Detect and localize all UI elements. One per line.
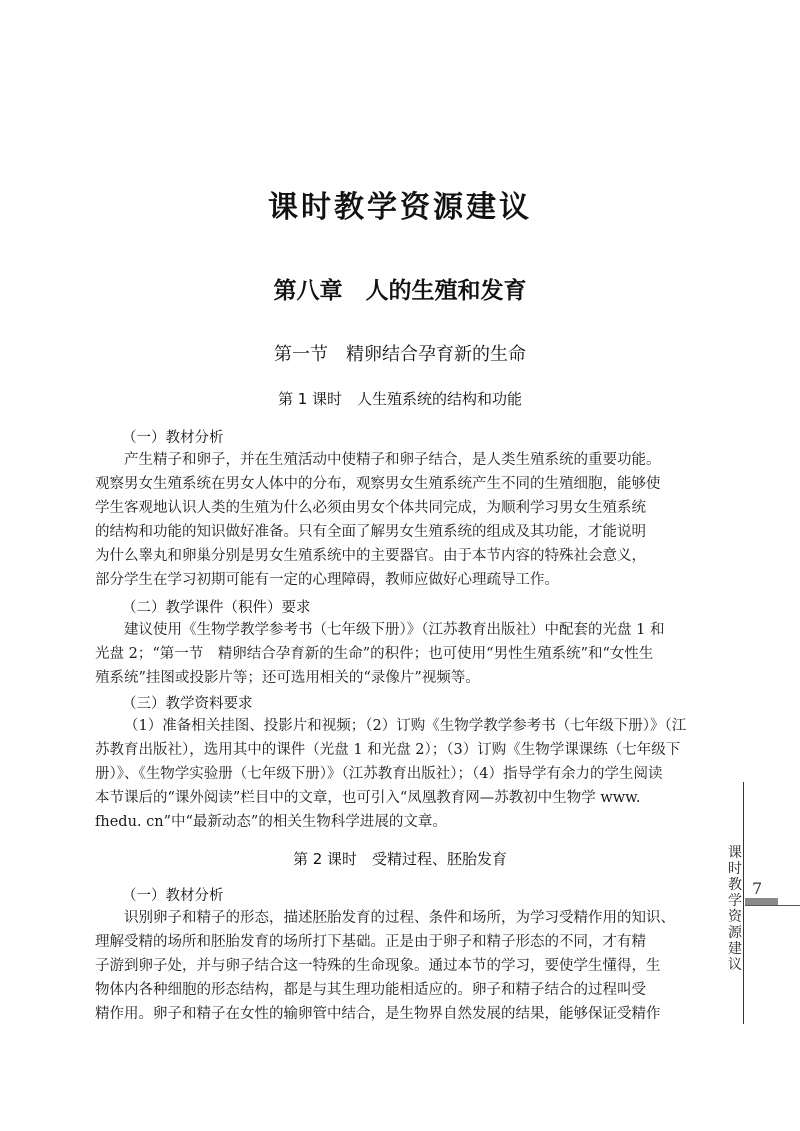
body-line: 子游到卵子处，并与卵子结合这一特殊的生命现象。通过本节的学习，要使学生懂得，生 [95, 958, 661, 974]
body-line: 光盘 2；“第一节 精卵结合孕育新的生命”的积件；也可使用“男性生殖系统”和“女性生 [95, 646, 654, 662]
lesson-1-part-1-heading: （一）教材分析 [122, 430, 224, 446]
page-number: 7 [752, 879, 763, 898]
sidebar-rule-top [743, 782, 744, 844]
lesson-2-heading: 第 2 课时 受精过程、胚胎发育 [292, 850, 508, 868]
sidebar-rule [743, 844, 744, 1024]
body-line: 本节课后的“课外阅读”栏目中的文章，也可引入“凤凰教育网—苏教初中生物学 www. [95, 790, 641, 806]
body-line: 的结构和功能的知识做好准备。只有全面了解男女生殖系统的组成及其功能，才能说明 [95, 524, 646, 540]
body-line: 识别卵子和精子的形态，描述胚胎发育的过程、条件和场所，为学习受精作用的知识、 [124, 910, 675, 926]
body-line: fhedu. cn”中“最新动态”的相关生物科学进展的文章。 [95, 814, 447, 830]
sidebar-char: 教 [728, 877, 742, 893]
section-heading: 第一节 精卵结合孕育新的生命 [274, 344, 526, 365]
body-line: 精作用。卵子和精子在女性的输卵管中结合，是生物界自然发展的结果，能够保证受精作 [95, 1006, 661, 1022]
sidebar-char: 源 [728, 925, 742, 941]
body-line: （1）准备相关挂图、投影片和视频；（2）订购《生物学教学参考书（七年级下册）》（江 [124, 718, 687, 734]
body-line: 建议使用《生物学教学参考书（七年级下册）》（江苏教育出版社）中配套的光盘 1 和 [124, 622, 665, 638]
page-number-rule [745, 905, 800, 906]
body-line: 殖系统”挂图或投影片等；还可选用相关的“录像片”视频等。 [95, 670, 480, 686]
sidebar-char: 课 [728, 845, 742, 861]
body-line: 部分学生在学习初期可能有一定的心理障碍，教师应做好心理疏导工作。 [95, 572, 559, 588]
chapter-heading: 第八章 人的生殖和发育 [273, 277, 527, 304]
page-title: 课时教学资源建议 [268, 190, 532, 225]
sidebar-char: 时 [728, 861, 742, 877]
body-line: 观察男女生殖系统在男女人体中的分布，观察男女生殖系统产生不同的生殖细胞，能够使 [95, 476, 661, 492]
body-line: 苏教育出版社），选用其中的课件（光盘 1 和光盘 2）；（3）订购《生物学课课练（七年级下 [95, 742, 681, 758]
sidebar-char: 议 [728, 957, 742, 973]
lesson-1-part-2-heading: （二）教学课件（积件）要求 [122, 600, 311, 616]
body-line: 册）》、《生物学实验册（七年级下册）》（江苏教育出版社）；（4）指导学有余力的学生阅读 [95, 766, 663, 782]
sidebar-char: 资 [728, 909, 742, 925]
lesson-1-heading: 第 1 课时 人生殖系统的结构和功能 [277, 390, 523, 408]
body-line: 物体内各种细胞的形态结构，都是与其生理功能相适应的。卵子和精子结合的过程叫受 [95, 982, 646, 998]
lesson-2-part-1-heading: （一）教材分析 [122, 888, 224, 904]
sidebar-char: 建 [728, 941, 742, 957]
lesson-1-part-3-heading: （三）教学资料要求 [122, 696, 253, 712]
sidebar-char: 学 [728, 893, 742, 909]
body-line: 产生精子和卵子，并在生殖活动中使精子和卵子结合，是人类生殖系统的重要功能。 [124, 452, 661, 468]
body-line: 为什么睾丸和卵巢分别是男女生殖系统中的主要器官。由于本节内容的特殊社会意义， [95, 548, 646, 564]
body-line: 学生客观地认识人类的生殖为什么必须由男女个体共同完成，为顺利学习男女生殖系统 [95, 500, 646, 516]
body-line: 理解受精的场所和胚胎发育的场所打下基础。正是由于卵子和精子形态的不同，才有精 [95, 934, 646, 950]
sidebar-vertical-title [727, 845, 743, 973]
